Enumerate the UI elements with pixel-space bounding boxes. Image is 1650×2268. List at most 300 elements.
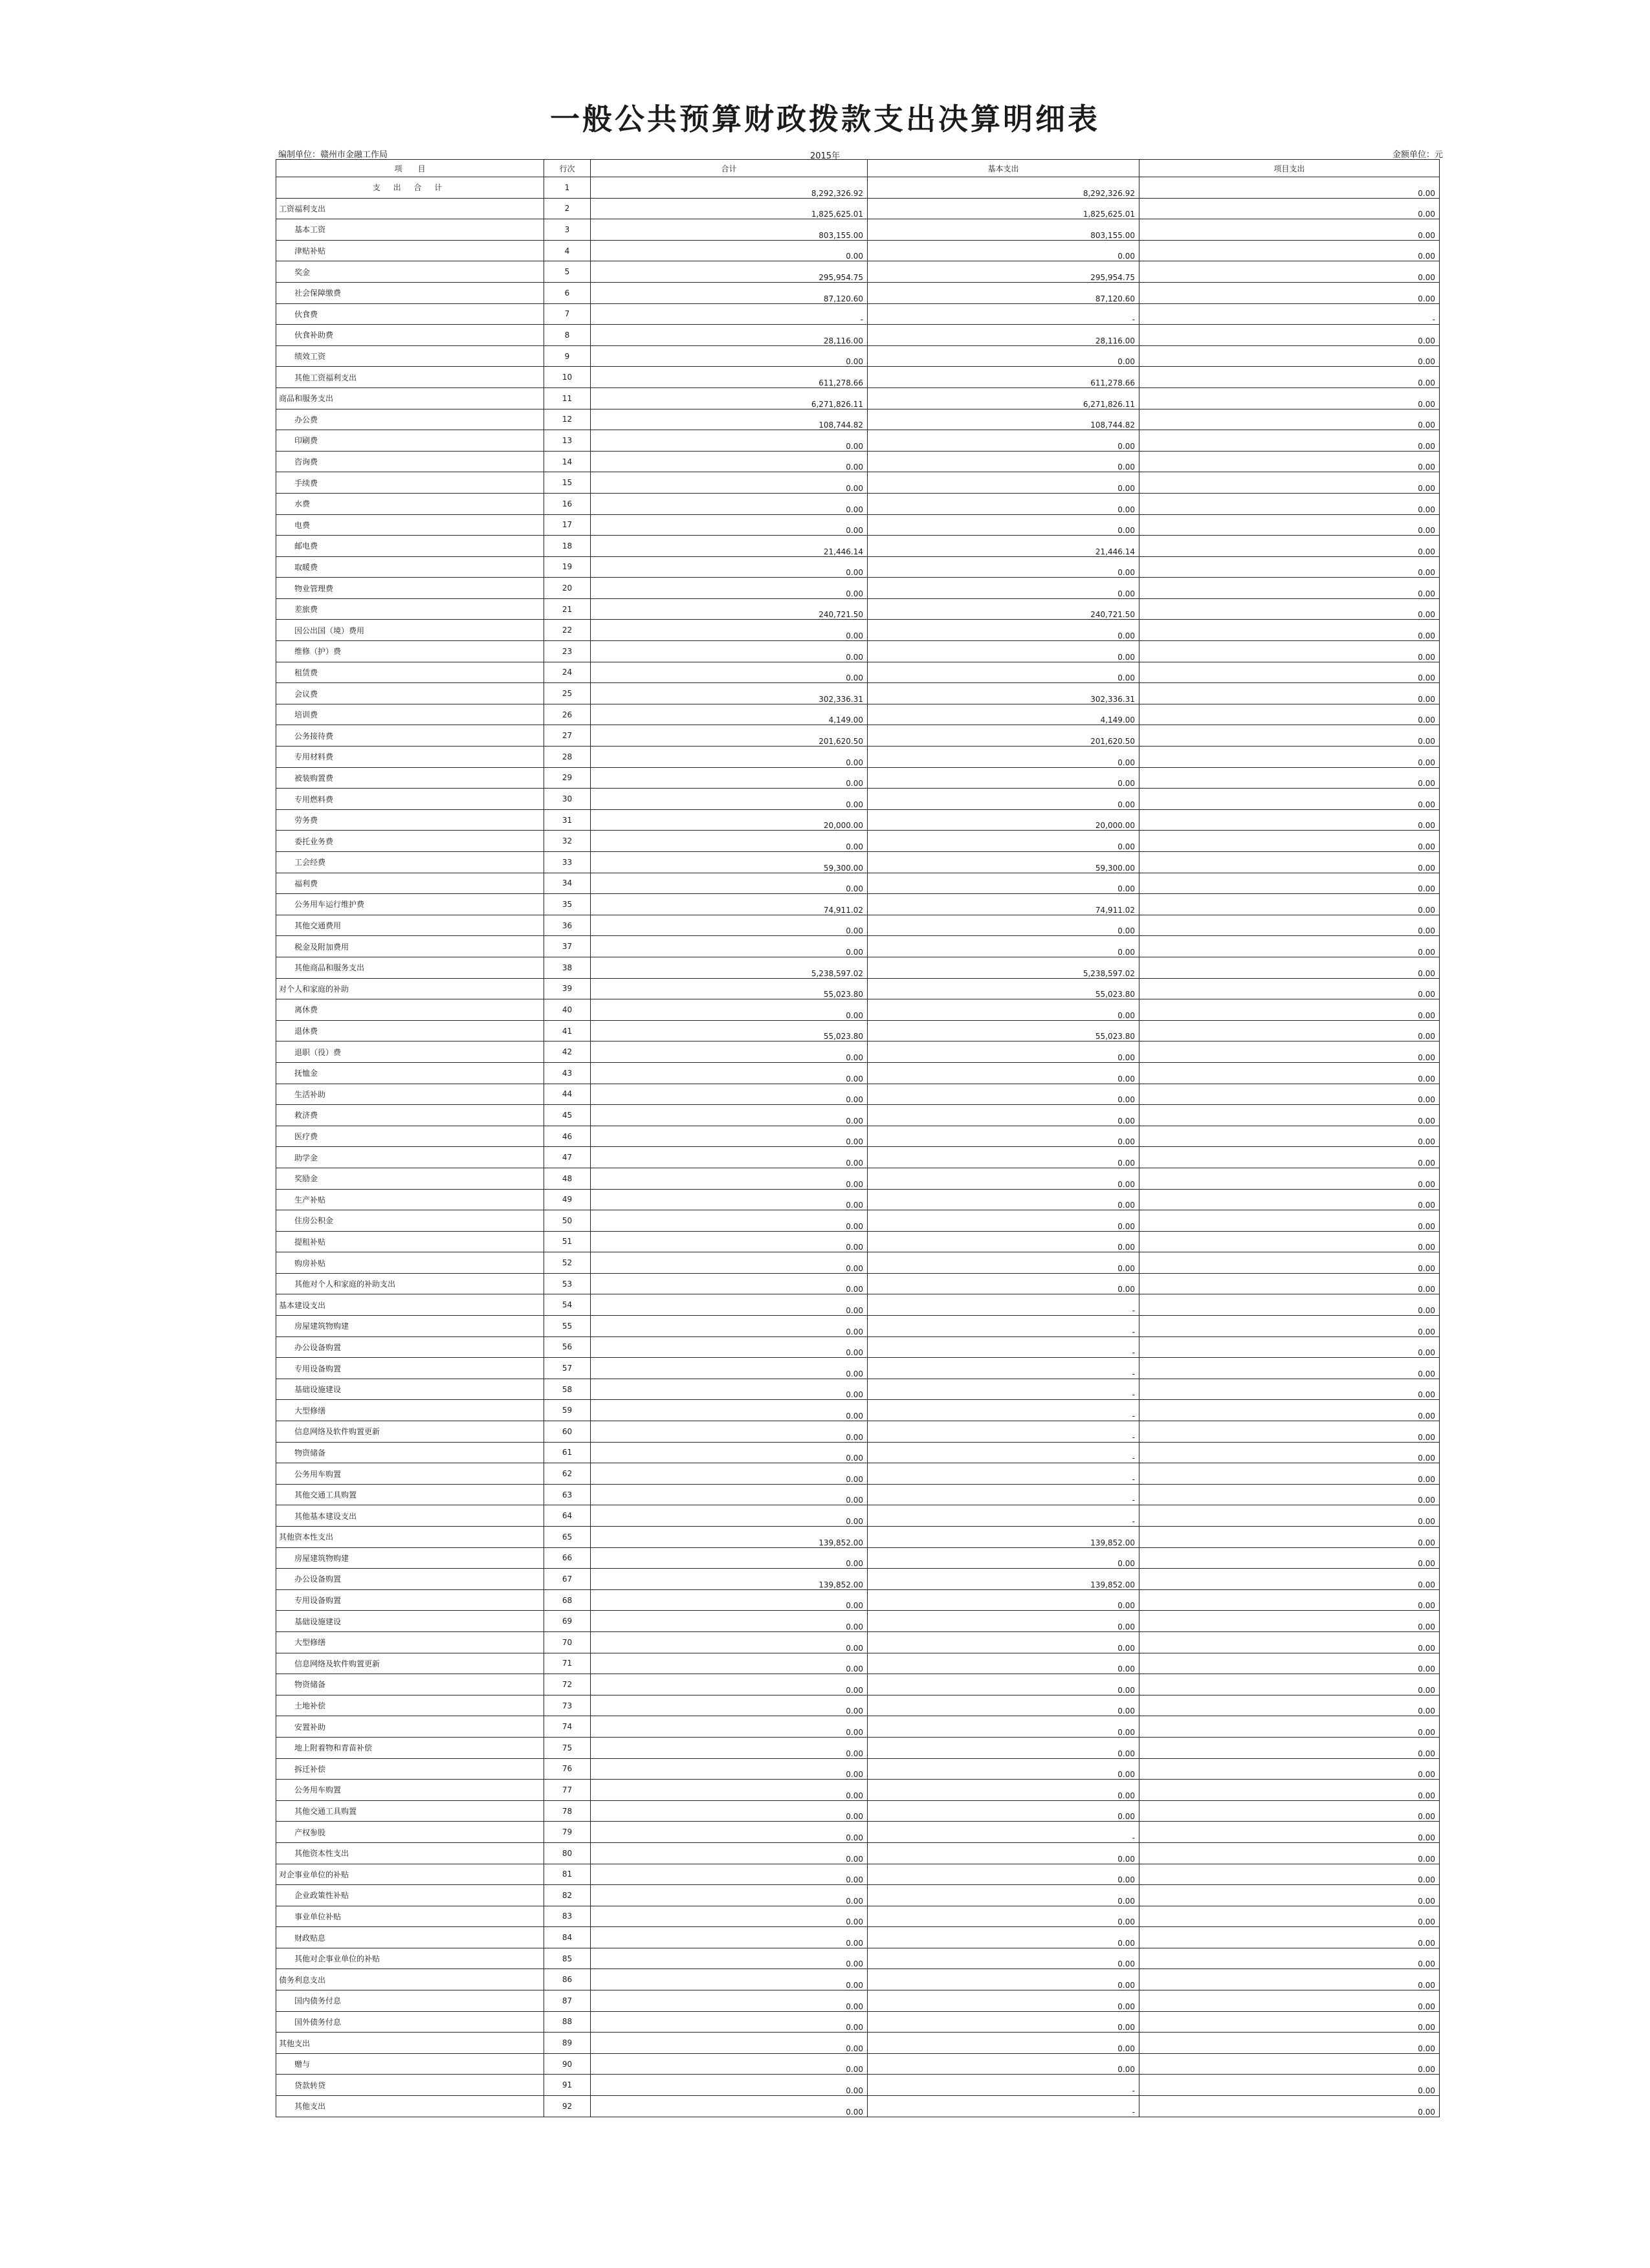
row-total: 0.00 — [591, 1948, 868, 1969]
row-item-name: 公务用车购置 — [276, 1463, 544, 1485]
table-row — [276, 367, 1440, 388]
row-total: 0.00 — [591, 1336, 868, 1358]
row-total: 295,954.75 — [591, 261, 868, 283]
row-item-name: 医疗费 — [276, 1126, 544, 1147]
row-total: 0.00 — [591, 620, 868, 641]
row-number: 66 — [544, 1547, 591, 1569]
row-number: 63 — [544, 1484, 591, 1505]
row-total: 240,721.50 — [591, 598, 868, 620]
table-row — [276, 936, 1440, 957]
row-total: 0.00 — [591, 1927, 868, 1948]
row-basic: 0.00 — [868, 1126, 1139, 1147]
row-number: 72 — [544, 1674, 591, 1696]
row-basic: 803,155.00 — [868, 219, 1139, 241]
row-project: 0.00 — [1139, 1822, 1440, 1843]
row-item-name: 基础设施建设 — [276, 1379, 544, 1400]
row-project: 0.00 — [1139, 1716, 1440, 1738]
row-project: 0.00 — [1139, 831, 1440, 852]
row-total: 0.00 — [591, 1273, 868, 1294]
row-item-name: 被装购置费 — [276, 767, 544, 789]
row-number: 60 — [544, 1421, 591, 1443]
table-row — [276, 1189, 1440, 1210]
row-basic: 0.00 — [868, 1631, 1139, 1653]
row-item-name: 其他交通费用 — [276, 915, 544, 936]
header-basic: 基本支出 — [868, 160, 1139, 177]
table-row — [276, 1653, 1440, 1674]
row-item-name: 对个人和家庭的补助 — [276, 978, 544, 999]
table-row — [276, 1527, 1440, 1548]
row-total: 0.00 — [591, 1589, 868, 1611]
row-item-name: 工资福利支出 — [276, 198, 544, 219]
row-total: 74,911.02 — [591, 894, 868, 915]
row-total: 139,852.00 — [591, 1527, 868, 1548]
table-row — [276, 978, 1440, 999]
row-basic: 0.00 — [868, 1547, 1139, 1569]
row-number: 69 — [544, 1611, 591, 1632]
row-basic: 0.00 — [868, 2011, 1139, 2033]
row-project: 0.00 — [1139, 894, 1440, 915]
row-total: 0.00 — [591, 2033, 868, 2054]
row-project: 0.00 — [1139, 1653, 1440, 1674]
row-project: 0.00 — [1139, 1484, 1440, 1505]
row-item-name: 基本建设支出 — [276, 1294, 544, 1316]
row-item-name: 购房补贴 — [276, 1252, 544, 1274]
header-total: 合计 — [591, 160, 868, 177]
row-project: 0.00 — [1139, 620, 1440, 641]
table-row — [276, 1547, 1440, 1569]
row-item-name: 离休费 — [276, 999, 544, 1021]
row-total: 0.00 — [591, 345, 868, 367]
table-row — [276, 1041, 1440, 1063]
row-total: 0.00 — [591, 1780, 868, 1801]
row-basic: 0.00 — [868, 1716, 1139, 1738]
table-row — [276, 1864, 1440, 1885]
row-item-name: 专用材料费 — [276, 747, 544, 768]
row-project: 0.00 — [1139, 1231, 1440, 1252]
row-item-name: 手续费 — [276, 472, 544, 494]
row-basic: 74,911.02 — [868, 894, 1139, 915]
row-number: 79 — [544, 1822, 591, 1843]
row-number: 22 — [544, 620, 591, 641]
row-basic: 0.00 — [868, 1990, 1139, 2012]
row-project: 0.00 — [1139, 1105, 1440, 1126]
row-total: 0.00 — [591, 1990, 868, 2012]
row-basic: 20,000.00 — [868, 809, 1139, 831]
row-basic: 0.00 — [868, 1864, 1139, 1885]
row-basic: - — [868, 1484, 1139, 1505]
row-item-name: 其他对企事业单位的补贴 — [276, 1948, 544, 1969]
row-total: 0.00 — [591, 1147, 868, 1168]
row-item-name: 对企事业单位的补贴 — [276, 1864, 544, 1885]
row-basic: 21,446.14 — [868, 536, 1139, 557]
row-basic: 0.00 — [868, 578, 1139, 599]
row-number: 56 — [544, 1336, 591, 1358]
row-item-name: 福利费 — [276, 873, 544, 894]
table-row — [276, 240, 1440, 261]
row-item-name: 公务用车运行维护费 — [276, 894, 544, 915]
row-total: 0.00 — [591, 1105, 868, 1126]
row-number: 68 — [544, 1589, 591, 1611]
row-basic: 0.00 — [868, 240, 1139, 261]
row-item-name: 抚恤金 — [276, 1062, 544, 1084]
row-item-name: 救济费 — [276, 1105, 544, 1126]
row-basic: 0.00 — [868, 1062, 1139, 1084]
row-project: 0.00 — [1139, 219, 1440, 241]
table-row — [276, 1885, 1440, 1906]
row-item-name: 其他商品和服务支出 — [276, 957, 544, 978]
table-row — [276, 1231, 1440, 1252]
row-number: 19 — [544, 556, 591, 578]
table-row — [276, 1737, 1440, 1758]
row-total: 0.00 — [591, 1189, 868, 1210]
table-row — [276, 198, 1440, 219]
row-number: 55 — [544, 1316, 591, 1337]
row-number: 62 — [544, 1463, 591, 1485]
row-basic: 0.00 — [868, 1589, 1139, 1611]
row-project: 0.00 — [1139, 1906, 1440, 1927]
row-total: 0.00 — [591, 1885, 868, 1906]
row-project: 0.00 — [1139, 936, 1440, 957]
table-row — [276, 1273, 1440, 1294]
row-total: - — [591, 303, 868, 325]
table-row — [276, 1611, 1440, 1632]
table-row — [276, 2096, 1440, 2117]
row-number: 33 — [544, 852, 591, 873]
table-row — [276, 683, 1440, 704]
row-item-name: 土地补偿 — [276, 1695, 544, 1716]
row-number: 74 — [544, 1716, 591, 1738]
row-basic: 0.00 — [868, 936, 1139, 957]
row-basic: 28,116.00 — [868, 325, 1139, 346]
table-row — [276, 1842, 1440, 1864]
row-number: 4 — [544, 240, 591, 261]
table-row — [276, 1316, 1440, 1337]
row-total: 0.00 — [591, 2096, 868, 2117]
table-row — [276, 1695, 1440, 1716]
table-row — [276, 831, 1440, 852]
row-project: 0.00 — [1139, 2053, 1440, 2075]
row-basic: 0.00 — [868, 747, 1139, 768]
row-number: 44 — [544, 1084, 591, 1105]
row-item-name: 赠与 — [276, 2053, 544, 2075]
row-total: 0.00 — [591, 936, 868, 957]
row-project: 0.00 — [1139, 198, 1440, 219]
row-item-name: 产权参股 — [276, 1822, 544, 1843]
table-row — [276, 1252, 1440, 1274]
row-project: 0.00 — [1139, 704, 1440, 725]
row-project: 0.00 — [1139, 409, 1440, 430]
table-row — [276, 1358, 1440, 1379]
row-item-name: 水费 — [276, 493, 544, 514]
row-project: 0.00 — [1139, 2011, 1440, 2033]
row-basic: 0.00 — [868, 1674, 1139, 1696]
table-row — [276, 894, 1440, 915]
row-project: 0.00 — [1139, 641, 1440, 662]
row-item-name: 邮电费 — [276, 536, 544, 557]
row-number: 86 — [544, 1969, 591, 1990]
row-total: 0.00 — [591, 1358, 868, 1379]
row-basic: - — [868, 1442, 1139, 1463]
row-project: 0.00 — [1139, 1737, 1440, 1758]
row-number: 9 — [544, 345, 591, 367]
table-row — [276, 1780, 1440, 1801]
row-basic: 0.00 — [868, 1273, 1139, 1294]
row-total: 0.00 — [591, 1041, 868, 1063]
row-item-name: 安置补助 — [276, 1716, 544, 1738]
row-project: 0.00 — [1139, 1569, 1440, 1590]
table-row — [276, 1800, 1440, 1822]
row-item-name: 劳务费 — [276, 809, 544, 831]
row-item-name: 其他资本性支出 — [276, 1842, 544, 1864]
row-item-name: 印刷费 — [276, 430, 544, 452]
report-title: 一般公共预算财政拨款支出决算明细表 — [550, 102, 1100, 136]
row-total: 0.00 — [591, 1062, 868, 1084]
row-number: 34 — [544, 873, 591, 894]
row-number: 70 — [544, 1631, 591, 1653]
row-basic: 240,721.50 — [868, 598, 1139, 620]
row-number: 41 — [544, 1020, 591, 1041]
row-item-name: 奖金 — [276, 261, 544, 283]
row-total: 0.00 — [591, 767, 868, 789]
row-number: 78 — [544, 1800, 591, 1822]
row-project: 0.00 — [1139, 1062, 1440, 1084]
row-project: 0.00 — [1139, 556, 1440, 578]
row-item-name: 租赁费 — [276, 662, 544, 683]
row-basic: 0.00 — [868, 472, 1139, 494]
row-item-name: 房屋建筑物购建 — [276, 1316, 544, 1337]
table-row — [276, 641, 1440, 662]
row-basic: 0.00 — [868, 1252, 1139, 1274]
table-row — [276, 1168, 1440, 1189]
table-row — [276, 2053, 1440, 2075]
row-basic: 0.00 — [868, 514, 1139, 536]
row-item-name: 国外债务付息 — [276, 2011, 544, 2033]
table-row — [276, 556, 1440, 578]
row-project: 0.00 — [1139, 2033, 1440, 2054]
table-row — [276, 493, 1440, 514]
row-total: 0.00 — [591, 1611, 868, 1632]
table-row — [276, 430, 1440, 452]
row-item-name: 其他支出 — [276, 2096, 544, 2117]
row-total: 0.00 — [591, 1316, 868, 1337]
row-basic: 0.00 — [868, 1084, 1139, 1105]
table-row — [276, 514, 1440, 536]
row-project: 0.00 — [1139, 1041, 1440, 1063]
row-total: 201,620.50 — [591, 725, 868, 747]
table-row — [276, 1948, 1440, 1969]
row-total: 0.00 — [591, 831, 868, 852]
table-row — [276, 1400, 1440, 1421]
row-total: 8,292,326.92 — [591, 177, 868, 199]
row-total: 0.00 — [591, 1252, 868, 1274]
row-item-name: 生活补助 — [276, 1084, 544, 1105]
row-number: 85 — [544, 1948, 591, 1969]
table-row — [276, 662, 1440, 683]
row-number: 91 — [544, 2075, 591, 2096]
row-number: 13 — [544, 430, 591, 452]
table-row — [276, 1210, 1440, 1232]
row-total: 0.00 — [591, 1842, 868, 1864]
row-project: 0.00 — [1139, 1527, 1440, 1548]
row-basic: 0.00 — [868, 1885, 1139, 1906]
row-number: 52 — [544, 1252, 591, 1274]
row-basic: 0.00 — [868, 789, 1139, 810]
table-row — [276, 282, 1440, 303]
row-item-name: 工会经费 — [276, 852, 544, 873]
row-basic: 0.00 — [868, 1147, 1139, 1168]
row-basic: 5,238,597.02 — [868, 957, 1139, 978]
row-item-name: 其他支出 — [276, 2033, 544, 2054]
row-number: 18 — [544, 536, 591, 557]
row-number: 11 — [544, 387, 591, 409]
row-project: 0.00 — [1139, 1864, 1440, 1885]
row-item-name: 取暖费 — [276, 556, 544, 578]
row-project: 0.00 — [1139, 1547, 1440, 1569]
row-basic: - — [868, 1336, 1139, 1358]
amount-unit: 金额单位：元 — [1392, 150, 1443, 160]
row-item-name: 拆迁补偿 — [276, 1758, 544, 1780]
table-row — [276, 345, 1440, 367]
row-number: 83 — [544, 1906, 591, 1927]
row-project: 0.00 — [1139, 345, 1440, 367]
row-total: 0.00 — [591, 1210, 868, 1232]
row-item-name: 助学金 — [276, 1147, 544, 1168]
table-row — [276, 1336, 1440, 1358]
row-total: 59,300.00 — [591, 852, 868, 873]
row-item-name: 委托业务费 — [276, 831, 544, 852]
row-basic: 0.00 — [868, 1969, 1139, 1990]
row-basic: - — [868, 1379, 1139, 1400]
table-row — [276, 2033, 1440, 2054]
table-row — [276, 1758, 1440, 1780]
row-project: 0.00 — [1139, 1189, 1440, 1210]
row-total: 302,336.31 — [591, 683, 868, 704]
table-row — [276, 325, 1440, 346]
row-item-name: 专用燃料费 — [276, 789, 544, 810]
row-item-name: 咨询费 — [276, 451, 544, 472]
row-total: 0.00 — [591, 1421, 868, 1443]
row-total: 0.00 — [591, 1294, 868, 1316]
row-total: 0.00 — [591, 1126, 868, 1147]
row-number: 26 — [544, 704, 591, 725]
table-row — [276, 1020, 1440, 1041]
row-project: 0.00 — [1139, 282, 1440, 303]
row-project: 0.00 — [1139, 536, 1440, 557]
row-number: 47 — [544, 1147, 591, 1168]
row-item-name: 公务接待费 — [276, 725, 544, 747]
row-basic: - — [868, 1400, 1139, 1421]
row-project: 0.00 — [1139, 1674, 1440, 1696]
row-basic: 0.00 — [868, 1695, 1139, 1716]
row-total: 139,852.00 — [591, 1569, 868, 1590]
row-basic: 0.00 — [868, 556, 1139, 578]
row-number: 6 — [544, 282, 591, 303]
row-total: 0.00 — [591, 1822, 868, 1843]
row-item-name: 商品和服务支出 — [276, 387, 544, 409]
table-row — [276, 1927, 1440, 1948]
row-basic: 0.00 — [868, 641, 1139, 662]
row-project: 0.00 — [1139, 1927, 1440, 1948]
row-item-name: 其他交通工具购置 — [276, 1484, 544, 1505]
row-project: 0.00 — [1139, 978, 1440, 999]
row-project: 0.00 — [1139, 1969, 1440, 1990]
row-number: 82 — [544, 1885, 591, 1906]
row-project: 0.00 — [1139, 2075, 1440, 2096]
row-total: 0.00 — [591, 2011, 868, 2033]
row-number: 61 — [544, 1442, 591, 1463]
row-project: 0.00 — [1139, 578, 1440, 599]
row-item-name: 债务利息支出 — [276, 1969, 544, 1990]
row-project: 0.00 — [1139, 1589, 1440, 1611]
row-number: 17 — [544, 514, 591, 536]
row-total: 5,238,597.02 — [591, 957, 868, 978]
row-project: 0.00 — [1139, 1358, 1440, 1379]
row-total: 0.00 — [591, 1800, 868, 1822]
table-row — [276, 1969, 1440, 1990]
row-item-name: 地上附着物和青苗补偿 — [276, 1737, 544, 1758]
table-row — [276, 1484, 1440, 1505]
row-basic: 0.00 — [868, 1948, 1139, 1969]
row-number: 46 — [544, 1126, 591, 1147]
row-item-name: 培训费 — [276, 704, 544, 725]
row-item-name: 其他对个人和家庭的补助支出 — [276, 1273, 544, 1294]
row-number: 20 — [544, 578, 591, 599]
row-item-name: 退休费 — [276, 1020, 544, 1041]
row-total: 0.00 — [591, 578, 868, 599]
row-basic: 611,278.66 — [868, 367, 1139, 388]
row-number: 89 — [544, 2033, 591, 2054]
row-number: 42 — [544, 1041, 591, 1063]
row-number: 67 — [544, 1569, 591, 1590]
row-basic: - — [868, 1463, 1139, 1485]
table-row — [276, 704, 1440, 725]
row-basic: 0.00 — [868, 451, 1139, 472]
row-number: 54 — [544, 1294, 591, 1316]
table-row — [276, 747, 1440, 768]
row-basic: 0.00 — [868, 915, 1139, 936]
row-total: 0.00 — [591, 1631, 868, 1653]
row-total: 0.00 — [591, 2053, 868, 2075]
table-row — [276, 999, 1440, 1021]
row-number: 15 — [544, 472, 591, 494]
table-row — [276, 1126, 1440, 1147]
row-total: 0.00 — [591, 240, 868, 261]
row-number: 53 — [544, 1273, 591, 1294]
row-project: 0.00 — [1139, 514, 1440, 536]
row-project: 0.00 — [1139, 472, 1440, 494]
table-row — [276, 578, 1440, 599]
row-number: 90 — [544, 2053, 591, 2075]
row-item-name: 退职（役）费 — [276, 1041, 544, 1063]
row-item-name: 物资储备 — [276, 1674, 544, 1696]
row-total: 0.00 — [591, 1547, 868, 1569]
row-total: 0.00 — [591, 1969, 868, 1990]
row-number: 7 — [544, 303, 591, 325]
row-number: 75 — [544, 1737, 591, 1758]
row-project: 0.00 — [1139, 1273, 1440, 1294]
row-project: 0.00 — [1139, 367, 1440, 388]
row-item-name: 提租补贴 — [276, 1231, 544, 1252]
row-basic: 4,149.00 — [868, 704, 1139, 725]
row-project: 0.00 — [1139, 957, 1440, 978]
row-item-name: 伙食补助费 — [276, 325, 544, 346]
row-basic: - — [868, 1822, 1139, 1843]
table-row — [276, 536, 1440, 557]
row-basic: 0.00 — [868, 831, 1139, 852]
row-item-name: 生产补贴 — [276, 1189, 544, 1210]
row-basic: 139,852.00 — [868, 1569, 1139, 1590]
row-project: 0.00 — [1139, 789, 1440, 810]
